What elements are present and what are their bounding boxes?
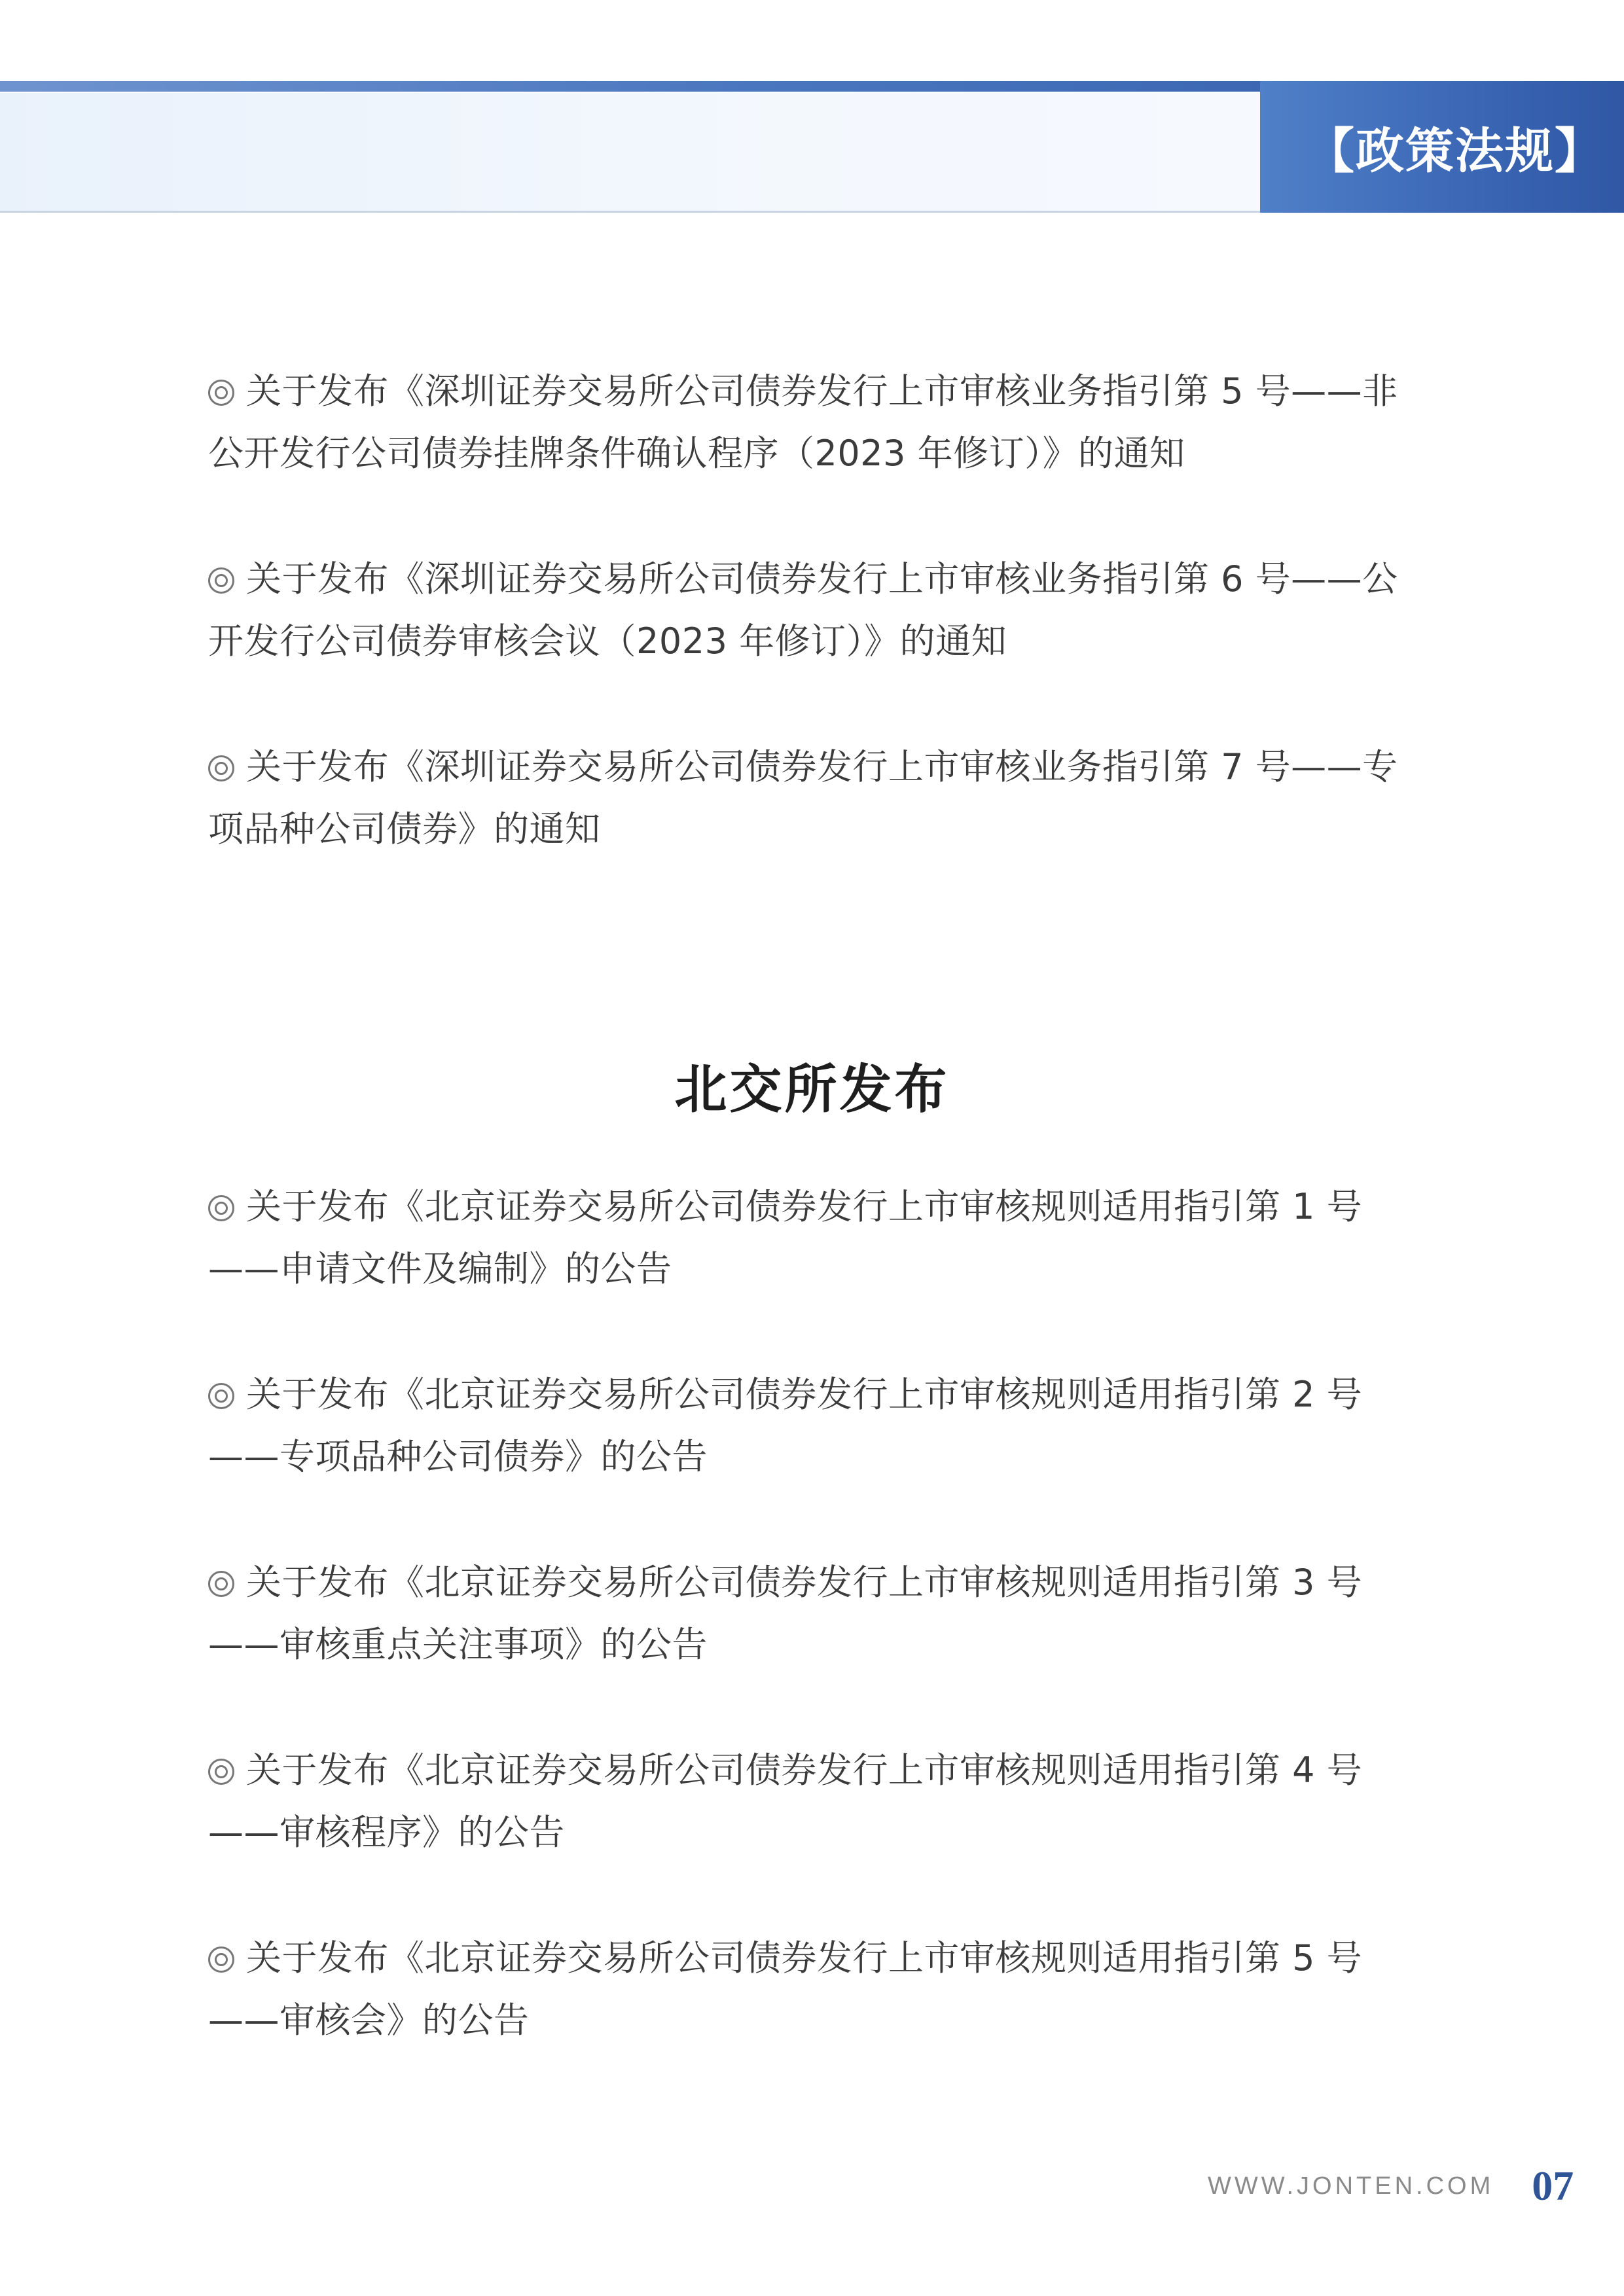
item-text: 关于发布《北京证券交易所公司债券发行上市审核规则适用指引第 4 号——审核程序》的公告 (208, 1749, 1363, 1853)
list-item (208, 736, 1426, 860)
header-underline (0, 211, 1260, 213)
item-text: 关于发布《北京证券交易所公司债券发行上市审核规则适用指引第 1 号——申请文件及编制》的公告 (208, 1186, 1363, 1289)
item-text: 关于发布《北京证券交易所公司债券发行上市审核规则适用指引第 5 号——审核会》的公告 (208, 1937, 1363, 2041)
section-tab (1260, 81, 1624, 213)
double-circle-bullet-icon (208, 1195, 234, 1221)
header-band (0, 93, 1260, 211)
header-top-line (0, 81, 1260, 92)
double-circle-bullet-icon (208, 380, 234, 406)
double-circle-bullet-icon (208, 1759, 234, 1785)
double-circle-bullet-icon (208, 1571, 234, 1597)
list-item (208, 548, 1426, 672)
list-item (208, 1363, 1426, 1488)
section-heading: 北交所发布 (674, 1059, 950, 1120)
list-item (208, 1175, 1426, 1300)
list-item (208, 1551, 1426, 1676)
item-text: 关于发布《深圳证券交易所公司债券发行上市审核业务指引第 7 号——专项品种公司债券》的通知 (208, 746, 1398, 850)
double-circle-bullet-icon (208, 1946, 234, 1973)
page-number: 07 (1532, 2162, 1574, 2209)
section-label: 【政策法规】 (1306, 122, 1604, 179)
item-text: 关于发布《深圳证券交易所公司债券发行上市审核业务指引第 6 号——公开发行公司债券审核会议（2023 年修订）》的通知 (208, 558, 1398, 662)
list-item (208, 1927, 1426, 2051)
item-text: 关于发布《北京证券交易所公司债券发行上市审核规则适用指引第 3 号——审核重点关注事项》的公告 (208, 1562, 1363, 1665)
item-text: 关于发布《北京证券交易所公司债券发行上市审核规则适用指引第 2 号——专项品种公司债券》的公告 (208, 1374, 1363, 1477)
footer (1208, 2160, 1574, 2212)
item-text: 关于发布《深圳证券交易所公司债券发行上市审核业务指引第 5 号——非公开发行公司债券挂牌条件确认程序（2023 年修订）》的通知 (208, 370, 1398, 474)
footer-website[interactable]: WWW.JONTEN.COM (1208, 2172, 1494, 2200)
double-circle-bullet-icon (208, 567, 234, 594)
list-item (208, 1739, 1426, 1863)
list-item (208, 360, 1426, 484)
double-circle-bullet-icon (208, 755, 234, 781)
double-circle-bullet-icon (208, 1383, 234, 1409)
